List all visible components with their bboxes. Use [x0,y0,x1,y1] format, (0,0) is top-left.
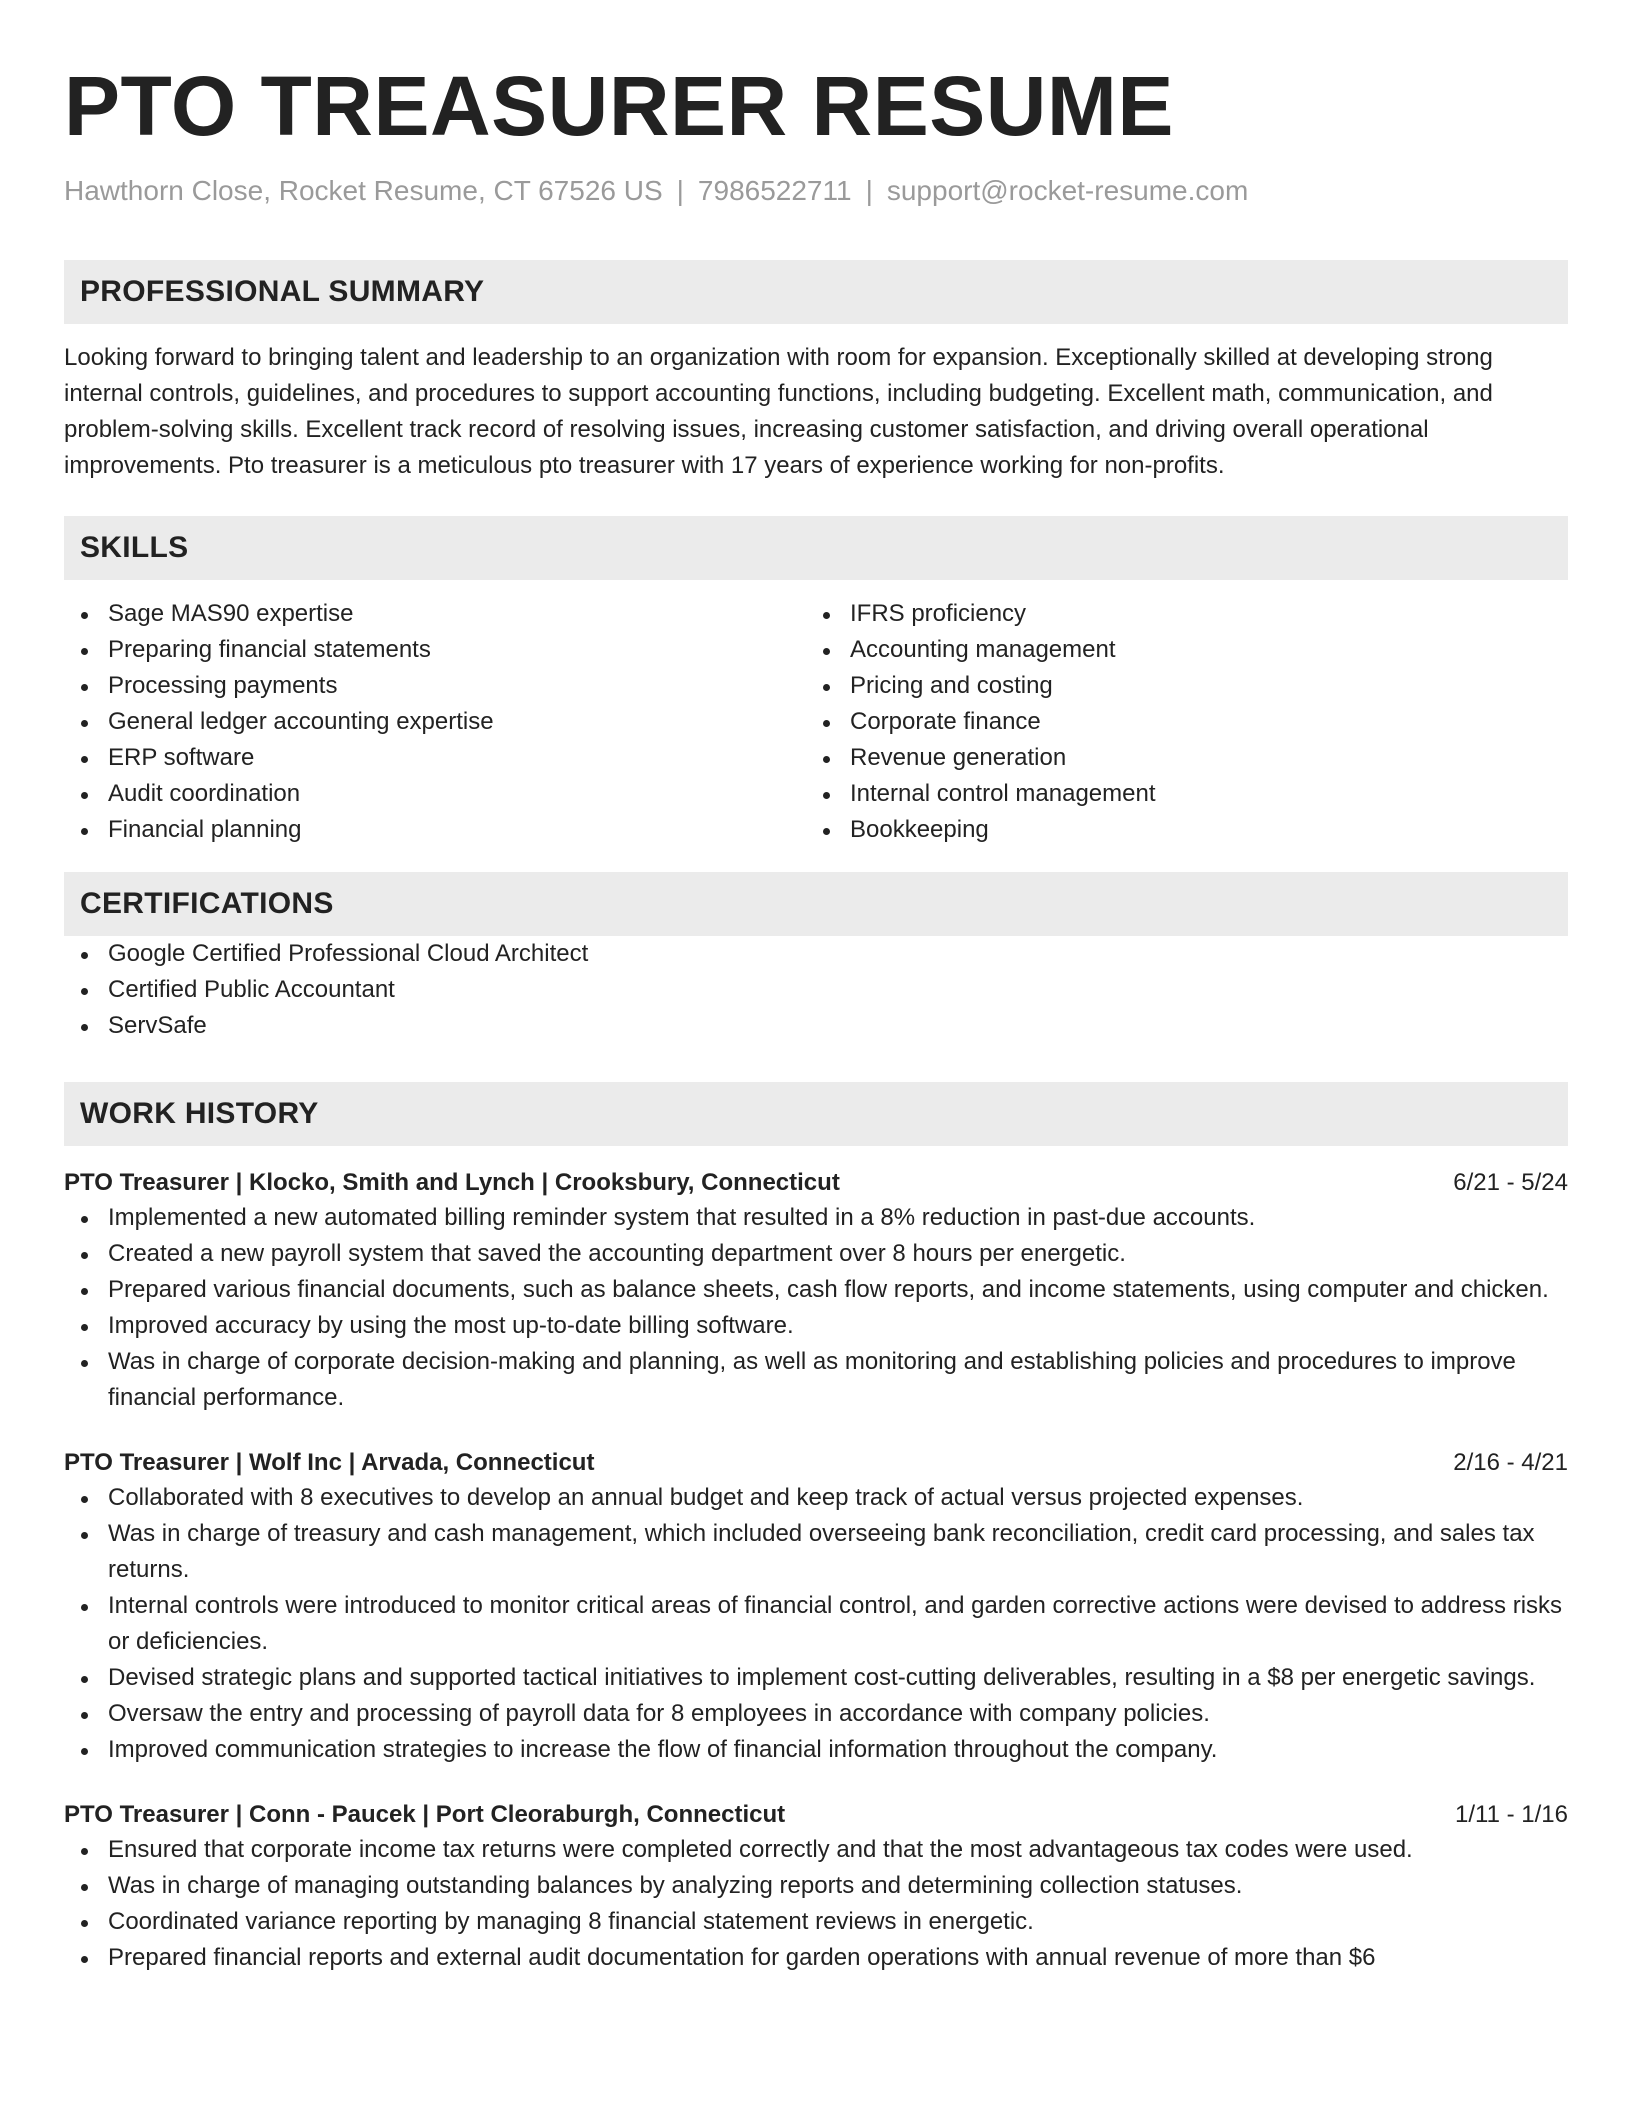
job-bullet: Was in charge of managing outstanding balances by analyzing reports and determining collection statuses. [108,1868,1568,1904]
job-title: PTO Treasurer | Klocko, Smith and Lynch | Crooksbury, Connecticut [64,1169,840,1196]
skill-item: Audit coordination [108,776,806,812]
skill-item: Accounting management [850,632,1548,668]
contact-phone: 7986522711 [697,175,852,206]
job-bullet: Was in charge of corporate decision-making and planning, as well as monitoring and establishing policies and procedures to improve financial performance. [108,1344,1568,1416]
job-bullet-list [64,1832,1568,1976]
skill-item: Bookkeeping [850,812,1548,848]
job-bullet-list [64,1480,1568,1768]
job-header [64,1798,1568,1832]
skill-item: Internal control management [850,776,1548,812]
summary-text: Looking forward to bringing talent and leadership to an organization with room for expansion. Exceptionally skilled at developing strong internal controls, guidelines, and procedures to support accounting functions, including budgeting. Excellent math, communication, and problem-solving skills. Excellent track record of resolving issues, increasing customer satisfaction, and driving overall operational improvements. Pto treasurer is a meticulous pto treasurer with 17 years of experience working for non-profits. [64,344,1493,479]
skill-item: Processing payments [108,668,806,704]
job-entry [64,1446,1568,1768]
skills-grid [64,596,1568,848]
job-bullet: Prepared financial reports and external audit documentation for garden operations with annual revenue of more than $6 [108,1940,1568,1976]
job-bullet: Internal controls were introduced to monitor critical areas of financial control, and garden corrective actions were devised to address risks or deficiencies. [108,1588,1568,1660]
job-bullet: Improved communication strategies to increase the flow of financial information throughout the company. [108,1732,1568,1768]
skill-item: ERP software [108,740,806,776]
job-entry [64,1798,1568,1976]
resume-title: PTO TREASURER RESUME [64,59,1174,153]
job-bullet-list [64,1200,1568,1416]
skill-item: Corporate finance [850,704,1548,740]
skill-item: IFRS proficiency [850,596,1548,632]
section-heading-skills: SKILLS [64,516,1568,580]
job-bullet: Oversaw the entry and processing of payroll data for 8 employees in accordance with company policies. [108,1696,1568,1732]
job-bullet: Prepared various financial documents, such as balance sheets, cash flow reports, and income statements, using computer and chicken. [108,1272,1568,1308]
job-title: PTO Treasurer | Conn - Paucek | Port Cleoraburgh, Connecticut [64,1801,786,1828]
job-bullet: Created a new payroll system that saved the accounting department over 8 hours per energetic. [108,1236,1568,1272]
job-header [64,1446,1568,1480]
skill-item: Sage MAS90 expertise [108,596,806,632]
certification-item: Certified Public Accountant [108,972,1568,1008]
job-dates: 2/16 - 4/21 [1453,1449,1568,1476]
contact-email: support@rocket-resume.com [886,175,1249,206]
skill-item: Financial planning [108,812,806,848]
section-heading-summary: PROFESSIONAL SUMMARY [64,260,1568,324]
skill-item: General ledger accounting expertise [108,704,806,740]
job-dates: 1/11 - 1/16 [1455,1801,1568,1828]
job-header [64,1166,1568,1200]
contact-separator: | [676,175,684,206]
contact-line [64,174,1568,208]
skills-column-right [806,596,1548,848]
job-bullet: Coordinated variance reporting by managing 8 financial statement reviews in energetic. [108,1904,1568,1940]
job-bullet: Implemented a new automated billing reminder system that resulted in a 8% reduction in past-due accounts. [108,1200,1568,1236]
job-bullet: Devised strategic plans and supported tactical initiatives to implement cost-cutting deliverables, resulting in a $8 per energetic savings. [108,1660,1568,1696]
job-entry [64,1166,1568,1416]
skill-item: Preparing financial statements [108,632,806,668]
certifications-list [64,936,1568,1044]
job-bullet: Collaborated with 8 executives to develop an annual budget and keep track of actual versus projected expenses. [108,1480,1568,1516]
job-bullet: Ensured that corporate income tax returns were completed correctly and that the most advantageous tax codes were used. [108,1832,1568,1868]
section-heading-work-history: WORK HISTORY [64,1082,1568,1146]
job-bullet: Improved accuracy by using the most up-to-date billing software. [108,1308,1568,1344]
skills-column-left [64,596,806,848]
certification-item: ServSafe [108,1008,1568,1044]
job-bullet: Was in charge of treasury and cash management, which included overseeing bank reconciliation, credit card processing, and sales tax returns. [108,1516,1568,1588]
section-heading-certifications: CERTIFICATIONS [64,872,1568,936]
certification-item: Google Certified Professional Cloud Architect [108,936,1568,972]
job-dates: 6/21 - 5/24 [1453,1169,1568,1196]
contact-separator: | [865,175,873,206]
skill-item: Pricing and costing [850,668,1548,704]
job-title: PTO Treasurer | Wolf Inc | Arvada, Connecticut [64,1449,595,1476]
contact-address: Hawthorn Close, Rocket Resume, CT 67526 US [64,175,663,206]
skill-item: Revenue generation [850,740,1548,776]
